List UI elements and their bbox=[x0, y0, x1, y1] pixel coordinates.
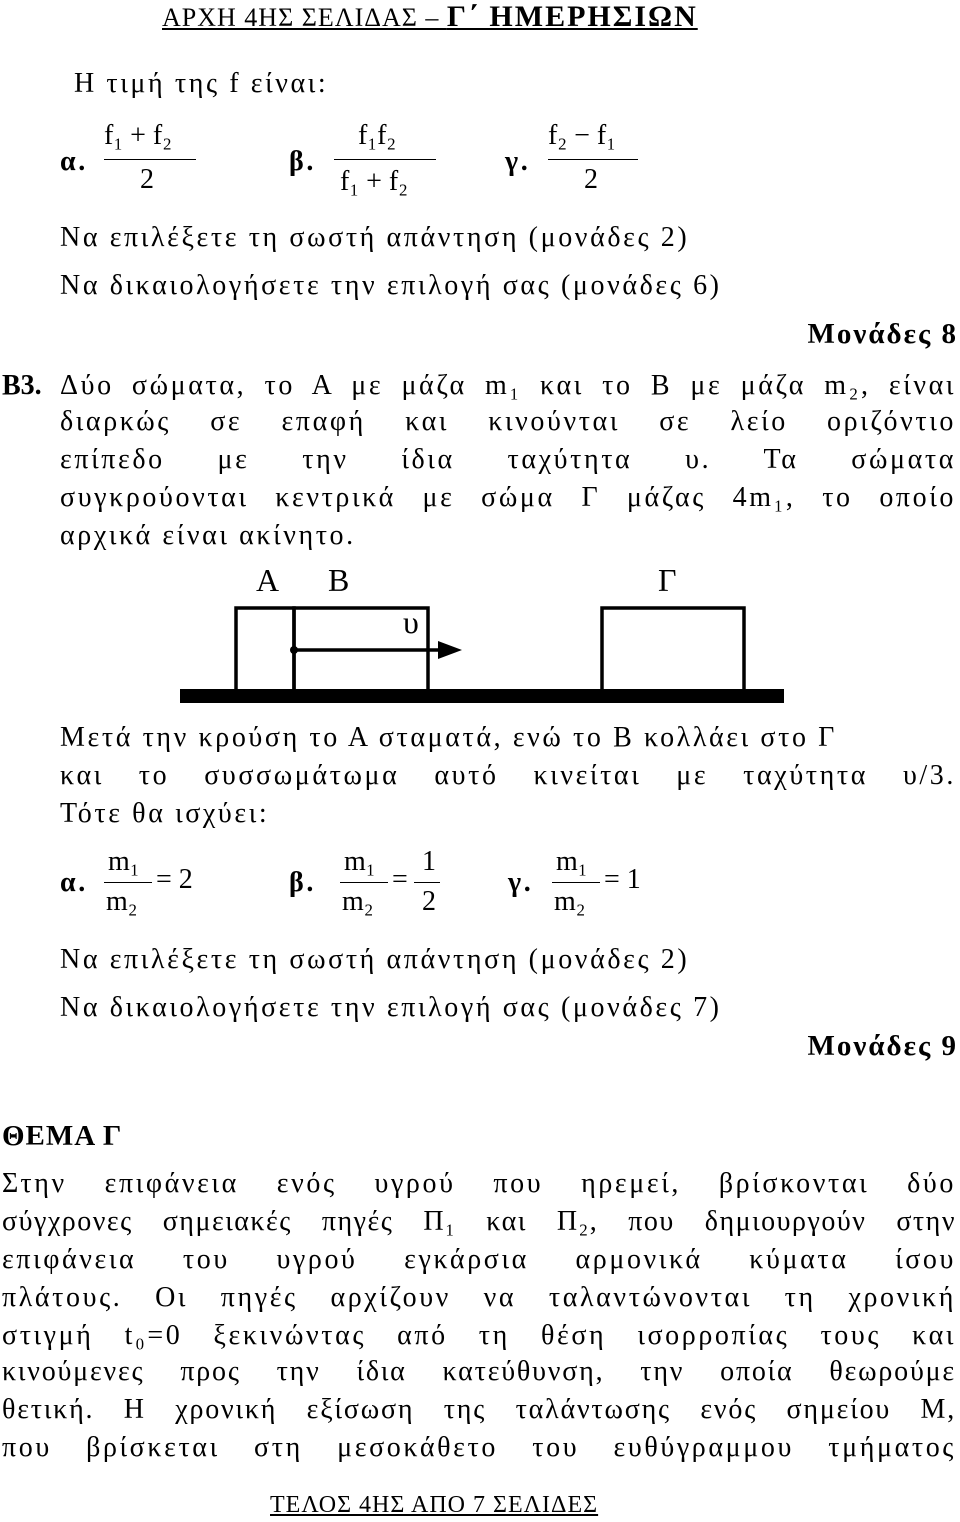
option-c-label: γ. bbox=[505, 146, 531, 177]
label-body-a: Α bbox=[256, 562, 280, 598]
theme-c-line-4: πλάτους. Οι πηγές αρχίζουν να ταλαντώνονται τη χρονική bbox=[2, 1282, 956, 1313]
velocity-arrow-origin bbox=[290, 646, 298, 654]
theme-c-line-6: κινούμενες προς την ίδια κατεύθυνση, την οποία θεωρούμε bbox=[2, 1356, 956, 1387]
option-a-label: α. bbox=[60, 146, 88, 177]
b3-select: Να επιλέξετε τη σωστή απάντηση (μονάδες 2) bbox=[60, 944, 690, 975]
b3-option-b-label: β. bbox=[289, 867, 316, 898]
theme-c-line-3: επιφάνεια του υγρού εγκάρσια αρμονικά κύματα ίσου bbox=[2, 1244, 956, 1275]
fraction-denominator: 2 bbox=[140, 164, 154, 195]
option-b-label: β. bbox=[289, 146, 316, 177]
fraction-denominator: 2 bbox=[422, 886, 436, 917]
body-g bbox=[602, 608, 744, 691]
fraction-bar bbox=[552, 882, 600, 883]
page-header bbox=[162, 0, 698, 34]
question-f-select: Να επιλέξετε τη σωστή απάντηση (μονάδες 2) bbox=[60, 222, 690, 253]
question-f-intro: Η τιμή της f είναι: bbox=[74, 68, 329, 99]
fraction-denominator: m₂ bbox=[554, 886, 586, 917]
fraction-denominator: m₂ bbox=[106, 886, 138, 917]
label-body-g: Γ bbox=[658, 562, 677, 598]
fraction-bar bbox=[340, 882, 388, 883]
velocity-label: υ bbox=[403, 604, 419, 640]
fraction-numerator: f₂ − f₁ bbox=[548, 120, 616, 151]
fraction-numerator: f₁f₂ bbox=[358, 120, 397, 151]
b3-justify: Να δικαιολογήσετε την επιλογή σας (μονάδες 7) bbox=[60, 992, 722, 1023]
header-prefix: ΑΡΧΗ 4ΗΣ ΣΕΛΙΔΑΣ – bbox=[162, 3, 447, 32]
b3-line-5: αρχικά είναι ακίνητο. bbox=[60, 520, 356, 551]
fraction-bar bbox=[334, 159, 436, 160]
b3-option-c-label: γ. bbox=[508, 867, 534, 898]
fraction-denominator: m₂ bbox=[342, 886, 374, 917]
theme-c-line-5: στιγμή t₀=0 ξεκινώντας από τη θέση ισορροπίας τους και bbox=[2, 1320, 956, 1351]
fraction-numerator: m₁ bbox=[556, 846, 588, 877]
b3-line-1: Δύο σώματα, το Α με μάζα m₁ και το Β με μάζα m₂, είναι bbox=[60, 370, 956, 401]
fraction-denominator: f₁ + f₂ bbox=[340, 166, 408, 197]
fraction-numerator: f₁ + f₂ bbox=[104, 120, 172, 151]
theme-c-line-8: που βρίσκεται στη μεσοκάθετο του ευθύγραμμου τμήματος bbox=[2, 1432, 956, 1463]
fraction-numerator: 1 bbox=[422, 846, 436, 877]
theme-c-title: ΘΕΜΑ Γ bbox=[2, 1120, 123, 1152]
b3-after-1: Μετά την κρούση το Α σταματά, ενώ το Β κολλάει στο Γ bbox=[60, 722, 837, 753]
b3-line-4: συγκρούονται κεντρικά με σώμα Γ μάζας 4m₁, το οποίο bbox=[60, 482, 956, 513]
fraction-denominator: 2 bbox=[584, 164, 598, 195]
b3-option-b-equals: = bbox=[392, 864, 408, 895]
theme-c-line-1: Στην επιφάνεια ενός υγρού που ηρεμεί, βρίσκονται δύο bbox=[2, 1168, 956, 1199]
fraction-numerator: m₁ bbox=[344, 846, 376, 877]
b3-after-3: Τότε θα ισχύει: bbox=[60, 798, 270, 829]
theme-c-line-2: σύγχρονες σημειακές πηγές Π₁ και Π₂, που δημιουργούν στην bbox=[2, 1206, 956, 1237]
fraction-bar bbox=[548, 159, 638, 160]
b3-line-2: διαρκώς σε επαφή και κινούνται σε λείο οριζόντιο bbox=[60, 406, 956, 437]
fraction-bar bbox=[104, 882, 152, 883]
b3-option-c-rhs: = 1 bbox=[604, 864, 641, 895]
page-footer: ΤΕΛΟΣ 4ΗΣ ΑΠΟ 7 ΣΕΛΙΔΕΣ bbox=[270, 1492, 599, 1518]
b3-option-a-rhs: = 2 bbox=[156, 864, 193, 895]
b3-points: Μονάδες 9 bbox=[807, 1030, 958, 1062]
collision-diagram bbox=[170, 555, 790, 715]
header-suffix: Γ΄ ΗΜΕΡΗΣΙΩΝ bbox=[446, 0, 698, 33]
fraction-bar bbox=[104, 159, 196, 160]
fraction-numerator: m₁ bbox=[108, 846, 140, 877]
b3-option-a-label: α. bbox=[60, 867, 88, 898]
b3-line-3: επίπεδο με την ίδια ταχύτητα υ. Τα σώματα bbox=[60, 444, 956, 475]
floor-surface bbox=[180, 689, 784, 703]
question-f-justify: Να δικαιολογήσετε την επιλογή σας (μονάδες 6) bbox=[60, 270, 722, 301]
fraction-bar bbox=[414, 882, 440, 883]
body-a bbox=[236, 608, 294, 691]
theme-c-line-7: θετική. Η χρονική εξίσωση της ταλάντωσης ενός σημείου Μ, bbox=[2, 1394, 956, 1425]
b3-label: Β3. bbox=[2, 370, 42, 401]
question-f-points: Μονάδες 8 bbox=[807, 318, 958, 350]
b3-after-2: και το συσσωμάτωμα αυτό κινείται με ταχύτητα υ/3. bbox=[60, 760, 956, 791]
velocity-arrow-head bbox=[438, 641, 462, 659]
label-body-b: Β bbox=[328, 562, 350, 598]
